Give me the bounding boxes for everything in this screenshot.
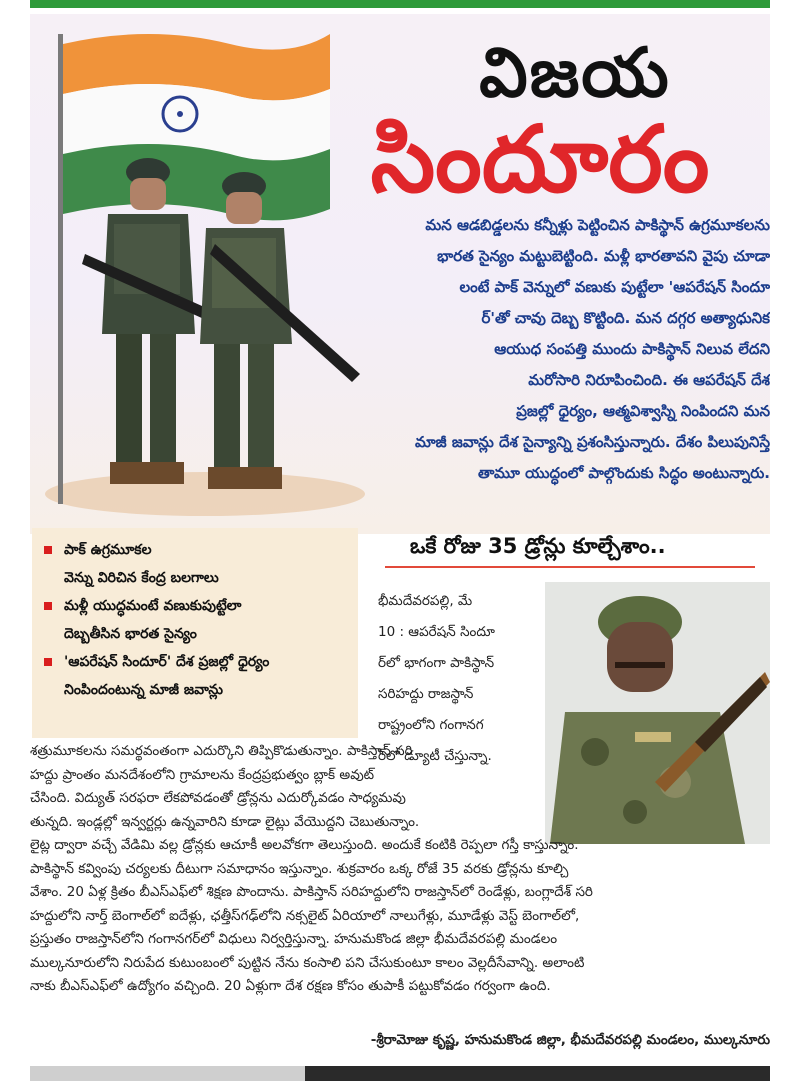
dateline-line: 10 : ఆపరేషన్ సిందూ — [378, 624, 495, 640]
top-green-bar — [30, 0, 770, 8]
body-line: చేసింది. విద్యుత్ సరఫరా లేకపోవడంతో డ్రోన్లను ఎదుర్కోవడం సాధ్యమవు — [30, 790, 406, 806]
intro-line: ప్రజల్లో ధైర్యం, ఆత్మవిశ్వాస్ని నింపిందని మన — [516, 402, 770, 420]
story-byline: -శ్రీరామోజు కృష్ణ, హనుమకొండ జిల్లా, భీమదేవరపల్లి మండలం, ముల్కనూరు — [370, 1032, 770, 1048]
bullet-square-icon — [44, 602, 52, 610]
highlight-item — [32, 648, 358, 704]
highlight-text: 'ఆపరేషన్ సిందూర్' దేశ ప్రజల్లో ధైర్యం నింపిందంటున్న మాజీ జవాన్లు — [64, 654, 270, 698]
body-line: శత్రుమూకలను సమర్థవంతంగా ఎదుర్కొని తిప్పికొడుతున్నాం. పాకిస్తాన్ సరి — [30, 743, 413, 759]
body-line: హద్దు ప్రాంతం మనదేశంలోని గ్రామాలను కేంద్రప్రభుత్వం బ్లాక్ అవుట్ — [30, 766, 375, 783]
story-body — [30, 740, 770, 999]
bullet-square-icon — [44, 546, 52, 554]
intro-paragraph — [330, 210, 770, 489]
body-line: నాకు బీఎస్ఎఫ్‌లో ఉద్యోగం వచ్చింది. 20 ఏళ్లుగా దేశ రక్షణ కోసం తుపాకీ పట్టుకోవడం గర్వంగా ఉంది. — [30, 978, 551, 994]
body-line: తున్నది. ఇండ్లల్లో ఇన్వర్టర్లు ఉన్నవారిని కూడా లైట్లు వేయొద్దని చెబుతున్నాం. — [30, 813, 420, 830]
title-sindooram: సిందూరం — [370, 106, 710, 213]
bullet-square-icon — [44, 658, 52, 666]
intro-line: తామూ యుద్ధంలో పాల్గొందుకు సిద్ధం అంటున్నారు. — [478, 464, 770, 482]
dateline-line: రాష్ట్రంలోని గంగానగ — [378, 717, 484, 733]
body-line: హద్దులోని నార్త్ బెంగాల్‌లో ఐదేళ్లు, ఛత్తీస్‌గఢ్‌లోని నక్సలైట్ ఏరియాలో నాలుగేళ్లు, మూడేళ్లు వెస్ట్ బెంగాల్‌లో, — [30, 907, 580, 924]
dateline-line: సరిహద్దు రాజస్థాన్ — [378, 686, 474, 702]
subheading-underline — [385, 566, 755, 568]
title-vijaya: విజయ — [479, 34, 671, 113]
intro-line: మరోసారి నిరూపించింది. ఈ ఆపరేషన్ దేశ — [528, 371, 770, 389]
intro-line: ఆయుధ సంపత్తి ముందు పాకిస్థాన్ నిలువ లేదని — [494, 340, 770, 358]
hero-section — [30, 14, 770, 534]
body-line: పాకిస్థాన్ కవ్వింపు చర్యలకు దీటుగా సమాధానం ఇస్తున్నాం. శుక్రవారం ఒక్క రోజే 35 వరకు డ్రోన్లను కూల్చి — [30, 860, 569, 877]
intro-line: భారత సైన్యం మట్టుబెట్టింది. మళ్లీ భారతావని వైపు చూడా — [437, 247, 770, 265]
intro-line: మాజీ జవాన్లు దేశ సైన్యాన్ని ప్రశంసిస్తున్నారు. దేశం పిలుపునిస్తే — [415, 433, 770, 451]
body-line: ముల్కనూరులోని నిరుపేద కుటుంబంలో పుట్టిన నేను కంసాలి పని చేసుకుంటూ కాలం వెల్లదీసేవాన్ని. అలాంటి — [30, 954, 585, 971]
intro-line: మన ఆడబిడ్డలను కన్నీళ్లు పెట్టించిన పాకిస్థాన్ ఉగ్రమూకలను — [425, 216, 770, 234]
body-line: ప్రస్తుతం రాజస్తాన్‌లోని గంగానగర్‌లో విధులు నిర్వర్తిస్తున్నా. హనుమకొండ జిల్లా భీమదేవరపల్లి మండలం — [30, 931, 558, 947]
highlight-item — [32, 536, 358, 592]
highlights-box — [32, 528, 358, 738]
story-subheading: ఒకే రోజు 35 డ్రోన్లు కూల్చేశాం.. — [410, 534, 666, 558]
highlight-item — [32, 592, 358, 648]
body-line: వేశాం. 20 ఏళ్ల క్రితం బీఎస్ఎఫ్‌లో శిక్షణ పొందాను. పాకిస్తాన్ సరిహద్దులోని రాజస్తాన్‌లో రెండేళ్లు, బంగ్లాదేశ్ సరి — [30, 884, 593, 900]
dateline-line: భీమదేవరపల్లి, మే — [378, 593, 473, 609]
intro-line: లంటే పాక్ వెన్నులో వణుకు పుట్టేలా 'ఆపరేషన్ సిందూ — [459, 278, 770, 296]
dateline-line: ర్‌లో భాగంగా పాకిస్థాన్ — [378, 655, 495, 671]
bottom-strip-left — [30, 1066, 330, 1081]
highlight-text: మళ్లీ యుద్ధమంటే వణుకుపుట్టేలా దెబ్బతీసిన భారత సైన్యం — [64, 598, 242, 642]
bottom-strip-right — [305, 1066, 770, 1081]
intro-line: ర్'తో చావు దెబ్బ కొట్టింది. మన దగ్గర అత్యాధునిక — [481, 309, 770, 327]
highlight-text: పాక్ ఉగ్రమూకల వెన్ను విరిచిన కేంద్ర బలగాలు — [64, 542, 219, 586]
body-line: లైట్ల ద్వారా వచ్చే వేడిమి వల్ల డ్రోన్లకు ఆచూకీ అలవోకగా తెలుస్తుంది. అందుకే కంటికి రెప్పలా గస్తీ కాస్తున్నాం. — [30, 837, 579, 853]
dateline-line: ర్‌లో డ్యూటీ చేస్తున్నా. — [378, 748, 492, 764]
